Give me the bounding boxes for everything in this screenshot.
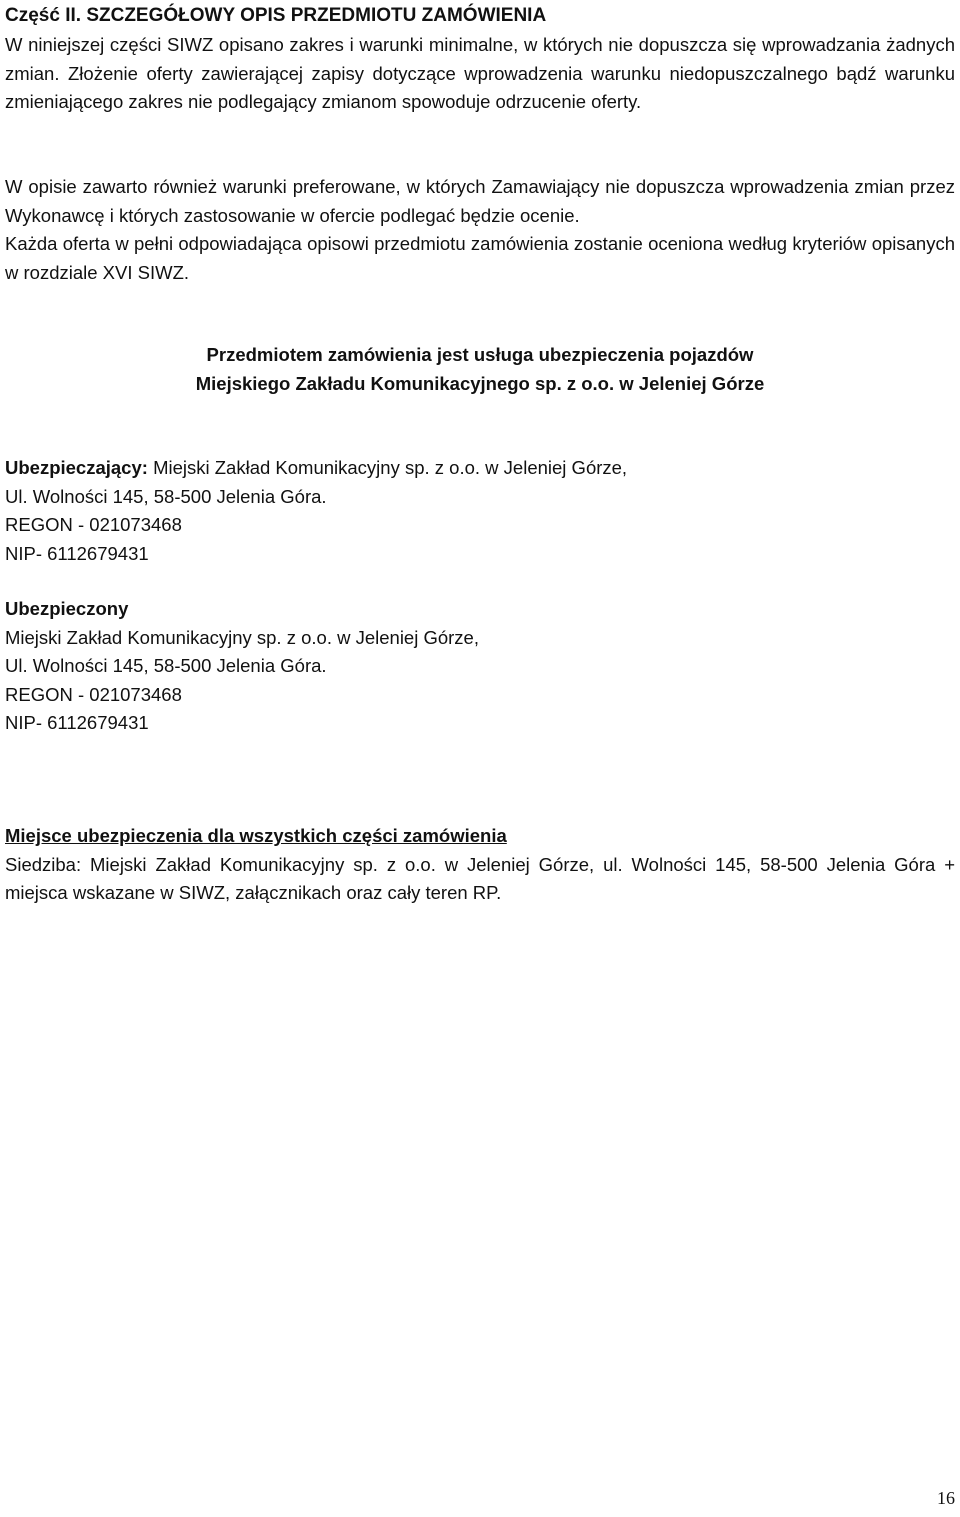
insured-regon: REGON - 021073468: [5, 683, 182, 705]
page-number: 16: [937, 1488, 955, 1508]
evaluation-paragraph: Każda oferta w pełni odpowiadająca opisowi przedmiotu zamówienia zostanie oceniona według kryteriów opisanych w rozdziale XVI SIWZ.: [5, 233, 955, 283]
preferences-paragraph: W opisie zawarto również warunki preferowane, w których Zamawiający nie dopuszcza wprowadzenia zmian przez Wykonawcę i których zastosowanie w ofercie podlegać będzie ocenie.: [5, 176, 955, 226]
location-label: Miejsce ubezpieczenia dla wszystkich części zamówienia: [5, 825, 507, 846]
preferences-paragraph-block: [5, 173, 955, 287]
insurer-line: [5, 454, 955, 483]
insurer-address: Ul. Wolności 145, 58-500 Jelenia Góra.: [5, 485, 327, 507]
insured-nip: NIP- 6112679431: [5, 712, 149, 733]
insurer-regon: REGON - 021073468: [5, 514, 182, 535]
insured-name: Miejski Zakład Komunikacyjny sp. z o.o. w Jeleniej Górze,: [5, 626, 479, 648]
location-block: [5, 822, 955, 908]
insurer-block: [5, 454, 955, 568]
insured-block: [5, 595, 955, 738]
subject-title-line-1: Przedmiotem zamówienia jest usługa ubezpieczenia pojazdów: [206, 344, 754, 365]
insured-label: Ubezpieczony: [5, 598, 129, 619]
insurer-name: Miejski Zakład Komunikacyjny sp. z o.o. w Jeleniej Górze,: [147, 457, 628, 478]
section-heading: Część II. SZCZEGÓŁOWY OPIS PRZEDMIOTU ZAMÓWIENIA: [5, 5, 547, 26]
insurer-label: Ubezpieczający:: [5, 457, 148, 478]
insurer-nip: NIP- 6112679431: [5, 542, 149, 564]
location-text: Siedziba: Miejski Zakład Komunikacyjny sp. z o.o. w Jeleniej Górze, ul. Wolności 145, 58-500 Jelenia Góra + miejsca wskazane w SIWZ, załącznikach oraz cały teren RP.: [5, 853, 955, 903]
subject-title-line-2: Miejskiego Zakładu Komunikacyjnego sp. z o.o. w Jeleniej Górze: [195, 372, 765, 394]
insured-address: Ul. Wolności 145, 58-500 Jelenia Góra.: [5, 655, 327, 676]
intro-paragraph: W niniejszej części SIWZ opisano zakres i warunki minimalne, w których nie dopuszcza się wprowadzania żadnych zmian. Złożenie oferty zawierającej zapisy dotyczące wprowadzenia warunku niedopuszczalnego bądź warunku zmieniającego zakres nie podlegający zmianom spowoduje odrzucenie oferty.: [5, 34, 955, 112]
subject-title: [5, 341, 955, 398]
